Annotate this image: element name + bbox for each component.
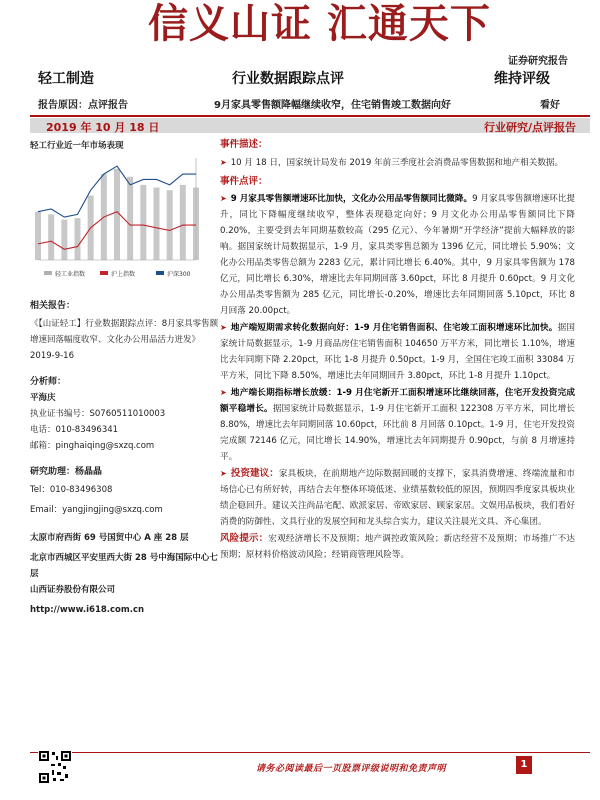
assistant-email[interactable]: Email：yangjingjing@sxzq.com <box>30 505 163 515</box>
page-number: 1 <box>516 756 532 774</box>
address-beijing: 北京市西城区平安里西大街 28 号中海国际中心七层 <box>30 553 218 579</box>
para1-body: 9 月家具零售额增速环比提升，同比下降幅度继续收窄，整体表现稳定向好；9 月文化办公用品零售额同比下降 0.20%，主要受到去年同期基数较高（295 亿元）、今年暑期“开学经济”提前大幅释放的影响。据国家统计局数据显示，1-9 月，家具类零售总额为 1396 亿元，同比增长 5.90%；文化办公用品类零售总额为 2283 亿元，累计同比增长 6.40%。其中，9 月家具零售额为 178 亿元，同比增长 6.30%，增速比去年同期回落 3.60pct，环比 8 月提升 0.60pct。9 月文化办公用品类零售额为 285 亿元，同比增长-0.20%，增速比去年同期回落 5.10pct，环比 8 月回落 20.00pct。 <box>220 194 575 316</box>
bullet-icon: ➤ <box>220 194 227 203</box>
address-taiyuan: 太原市府西街 69 号国贸中心 A 座 28 层 <box>30 533 189 543</box>
legend-label: 轻工业指数 <box>55 271 86 278</box>
analyst-name: 平海庆 <box>30 393 56 403</box>
report-headline: 9月家具零售额降幅继续收窄，住宅销售竣工数据向好 <box>214 100 451 111</box>
report-category: 行业研究/点评报告 <box>484 121 577 134</box>
legend-swatch <box>100 271 108 275</box>
para2-body: 据国家统计局数据显示，1-9 月商品房住宅销售面积 104650 万平方米，同比增长 1.10%，增速比去年同期下降 2.20pct，环比 1-8 月提升 0.50pct。1-9 月，全国住宅竣工面积 33084 万平方米，同比下降 8.50%，增速比去年同期回升 3.80pct，环比 1-8 月提升 1.10pct。 <box>220 323 575 381</box>
bullet-icon: ➤ <box>220 158 227 167</box>
industry-title: 轻工制造 <box>38 71 94 87</box>
bullet-icon: ➤ <box>220 388 227 397</box>
analyst-email[interactable]: 邮箱：pinghaiqing@sxzq.com <box>30 441 155 451</box>
rating-value: 看好 <box>540 100 560 111</box>
analyst-tel: 电话：010-83496341 <box>30 425 119 435</box>
legend-label: 沪上指数 <box>111 271 136 278</box>
assistant-tel: Tel：010-83496308 <box>30 485 113 495</box>
bar-轻工业指数 <box>180 185 186 260</box>
legend-swatch <box>156 271 164 275</box>
market-performance-chart <box>34 152 210 282</box>
bar-轻工业指数 <box>75 218 81 260</box>
main-content <box>220 137 575 563</box>
investment-advice-title: 投资建议： <box>230 468 279 479</box>
comment-title: 事件点评： <box>220 176 268 187</box>
header-divider <box>30 115 590 117</box>
disclaimer-notice[interactable]: 请务必阅读最后一页股票评级说明和免责声明 <box>256 764 447 774</box>
report-type: 行业数据跟踪点评 <box>232 71 344 87</box>
footer-divider <box>30 752 590 753</box>
company-website[interactable]: http://www.i618.com.cn <box>30 605 145 615</box>
event-body: 10 月 18 日，国家统计局发布 2019 年前三季度社会消费品零售数据和地产相关数据。 <box>230 158 564 168</box>
report-date: 2019 年 10 月 18 日 <box>46 121 160 134</box>
para1-heading: 9 月家具零售额增速环比加快，文化办公用品零售额同比微降。 <box>230 194 473 204</box>
assistant-title: 研究助理：杨晶晶 <box>30 467 103 477</box>
risk-body: 宏观经济增长不及预期；地产调控政策风险；新店经营不及预期；市场推广不达预期；原材料价格波动风险；经销商管理风险等。 <box>220 534 575 560</box>
bar-轻工业指数 <box>193 188 199 260</box>
investment-advice-body: 家具板块，在前期地产边际数据回暖的支撑下，家具消费增速、终端流量和市场信心已有所好转，再结合去年整体环境低迷、业绩基数较低的原因，预期四季度家具板块业绩企稳回升。建议关注尚品宅配、欧派家居、帝欧家居、顾家家居。文娱用品板块，我们看好消费的防御性、文具行业的发展空间和龙头综合实力，建议关注晨光文具、齐心集团。 <box>220 469 575 527</box>
left-sidebar <box>30 298 220 618</box>
bar-轻工业指数 <box>154 188 160 260</box>
bar-轻工业指数 <box>140 185 146 260</box>
para2-heading: 地产端短期需求转化数据向好：1-9 月住宅销售面积、住宅竣工面积增速环比加快。 <box>230 323 558 333</box>
bar-轻工业指数 <box>127 177 133 260</box>
report-reason: 报告原因：点评报告 <box>38 100 128 111</box>
legend-swatch <box>44 271 52 275</box>
bullet-icon: ➤ <box>220 323 227 332</box>
bar-轻工业指数 <box>61 220 67 260</box>
event-title: 事件描述： <box>220 139 268 150</box>
risk-title: 风险提示： <box>220 533 269 544</box>
chart-title: 轻工行业近一年市场表现 <box>30 141 124 151</box>
related-reports-title: 相关报告： <box>30 301 76 311</box>
related-report-item[interactable]: 《【山证轻工】行业数据跟踪点评：8月家具零售额增速回落幅度收窄、文化办公用品活力迸发》2019-9-16 <box>30 319 219 361</box>
company-name: 山西证券股份有限公司 <box>30 585 116 595</box>
legend-label: 沪深300 <box>167 271 191 278</box>
qr-code-icon <box>38 750 72 784</box>
brand-logo: 信义山证 汇通天下 <box>148 0 491 47</box>
bar-轻工业指数 <box>35 212 41 260</box>
bar-轻工业指数 <box>48 214 54 260</box>
analyst-title: 分析师： <box>30 377 67 387</box>
analyst-cert: 执业证书编号：S0760511010003 <box>30 409 166 419</box>
bullet-icon: ➤ <box>220 469 227 478</box>
bar-轻工业指数 <box>167 190 173 260</box>
rating-label: 维持评级 <box>494 71 550 87</box>
para3-heading: 地产端长期指标增长放缓：1-9 月住宅新开工面积增速环比继续回落，住宅开发投资完成额平稳增长。 <box>220 388 575 414</box>
para3-body: 据国家统计局数据显示，1-9 月住宅新开工面积 122308 万平方米，同比增长 8.80%，增速比去年同期回落 10.60pct，环比前 8 月回落 0.10pct。1-9 月，住宅开发投资完成额 72146 亿元，同比增长 14.90%，增速比去年同期提升 0.90pct，与前 8 月增速持平。 <box>220 404 575 462</box>
report-series-label: 证券研究报告 <box>508 56 568 67</box>
